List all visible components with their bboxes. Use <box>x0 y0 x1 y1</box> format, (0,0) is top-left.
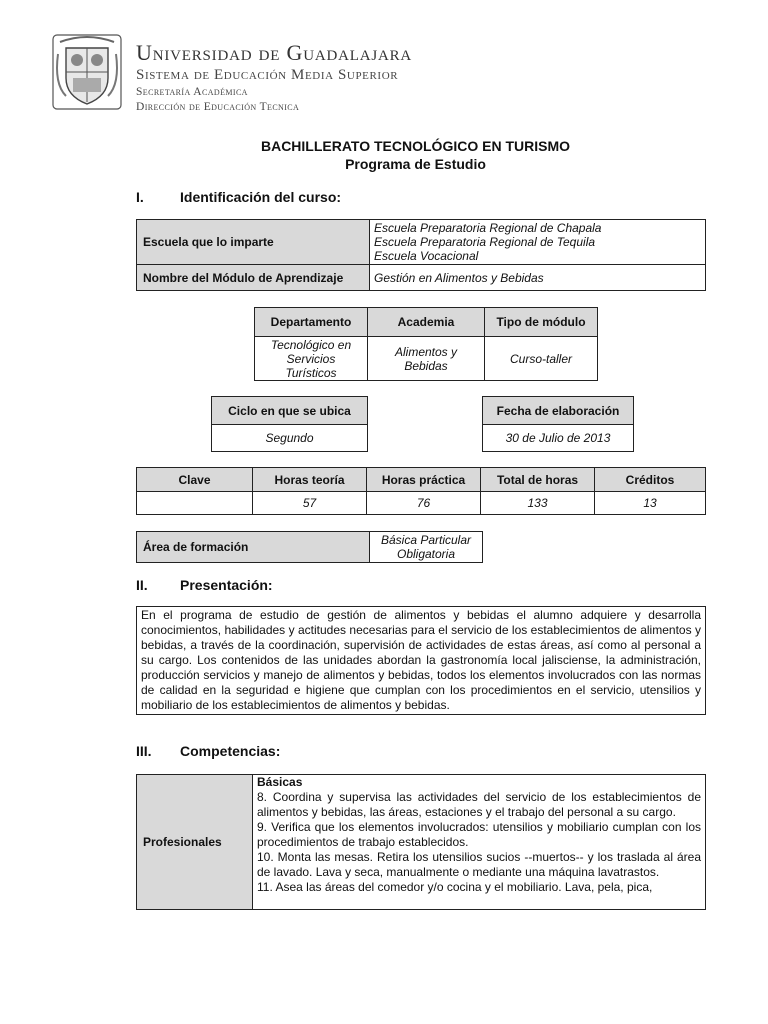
clave-header: Clave <box>137 468 253 492</box>
area-table <box>136 531 483 563</box>
dept-value: Tecnológico en Servicios Turísticos <box>255 337 368 381</box>
fecha-table <box>482 396 634 452</box>
course-identification-table <box>136 219 706 291</box>
section-3-title: Competencias: <box>180 743 281 759</box>
hours-practice-value: 76 <box>367 492 481 515</box>
module-label: Nombre del Módulo de Aprendizaje <box>137 265 370 291</box>
fecha-value: 30 de Julio de 2013 <box>483 425 634 452</box>
clave-value <box>137 492 253 515</box>
school-item: Escuela Preparatoria Regional de Chapala <box>374 221 602 235</box>
school-item: Escuela Preparatoria Regional de Tequila <box>374 235 596 249</box>
presentation-text: En el programa de estudio de gestión de alimentos y bebidas el alumno adquiere y desarrolla conocimientos, habilidades y actitudes necesarias para el servicio de los establecimientos de alimentos y bebidas, a través de la coordinación, supervisión de actividades de estas áreas, así como al personal a su cargo. Los contenidos de las unidades abordan la gastronomía local jalisciense, la administración, producción servicios y manejo de alimentos y bebidas, todos los elementos involucrados con las normas de calidad en la seguridad e higiene que cumplan con los procedimientos en el servicio, utensilios y mobiliario de los establecimientos de alimentos y bebidas. <box>136 606 706 715</box>
section-2-title: Presentación: <box>180 577 273 593</box>
university-name: Universidad de Guadalajara <box>136 40 413 65</box>
area-value: Básica Particular Obligatoria <box>370 532 483 563</box>
competency-item: 9. Verifica que los elementos involucrados: utensilios y mobiliario cumplan con los procedimientos de trabajo establecidos. <box>257 820 701 849</box>
module-value: Gestión en Alimentos y Bebidas <box>370 265 706 291</box>
document-subtitle: Programa de Estudio <box>345 156 486 172</box>
ciclo-label: Ciclo en que se ubica <box>212 397 368 425</box>
professional-label: Profesionales <box>137 775 253 910</box>
direction-name: Dirección de Educación Tecnica <box>136 101 300 113</box>
area-label: Área de formación <box>137 532 370 563</box>
section-1-heading <box>136 189 341 205</box>
hours-theory-header: Horas teoría <box>253 468 367 492</box>
hours-theory-value: 57 <box>253 492 367 515</box>
section-2-number: II. <box>136 577 148 593</box>
section-3-heading <box>136 743 280 759</box>
institution-header <box>136 40 412 115</box>
competency-item: 11. Asea las áreas del comedor y/o cocina y el mobiliario. Lava, pela, pica, <box>257 880 653 894</box>
credits-value: 13 <box>595 492 706 515</box>
competency-item: 10. Monta las mesas. Retira los utensilios sucios --muertos-- y los traslada al área de lavado. Lava y seca, manualmente o mediante una máquina lavatrastos. <box>257 850 701 879</box>
competencies-heading: Básicas <box>257 775 303 789</box>
fecha-label: Fecha de elaboración <box>483 397 634 425</box>
competency-item: 8. Coordina y supervisa las actividades del servicio de los establecimientos de alimentos y bebidas, las áreas, estaciones y el trabajo del personal a su cargo. <box>257 790 701 819</box>
module-type-header: Tipo de módulo <box>485 308 598 337</box>
hours-table <box>136 467 706 515</box>
ciclo-table <box>211 396 368 452</box>
system-name: Sistema de Educación Media Superior <box>136 67 399 83</box>
department-table <box>254 307 598 381</box>
dept-header: Departamento <box>255 308 368 337</box>
competencies-table <box>136 774 706 910</box>
school-list-cell <box>370 220 706 265</box>
ciclo-value: Segundo <box>212 425 368 452</box>
total-hours-header: Total de horas <box>481 468 595 492</box>
module-type-value: Curso-taller <box>485 337 598 381</box>
university-crest-logo <box>52 34 122 110</box>
academy-header: Academia <box>368 308 485 337</box>
total-hours-value: 133 <box>481 492 595 515</box>
academy-value: Alimentos y Bebidas <box>368 337 485 381</box>
section-2-heading <box>136 577 273 593</box>
school-label: Escuela que lo imparte <box>137 220 370 265</box>
secretariat-name: Secretaría Académica <box>136 86 248 98</box>
section-3-number: III. <box>136 743 152 759</box>
section-1-number: I. <box>136 189 144 205</box>
school-item: Escuela Vocacional <box>374 249 479 263</box>
competencies-cell <box>253 775 706 910</box>
credits-header: Créditos <box>595 468 706 492</box>
document-title: BACHILLERATO TECNOLÓGICO EN TURISMO <box>260 138 571 154</box>
hours-practice-header: Horas práctica <box>367 468 481 492</box>
section-1-title: Identificación del curso: <box>180 189 342 205</box>
